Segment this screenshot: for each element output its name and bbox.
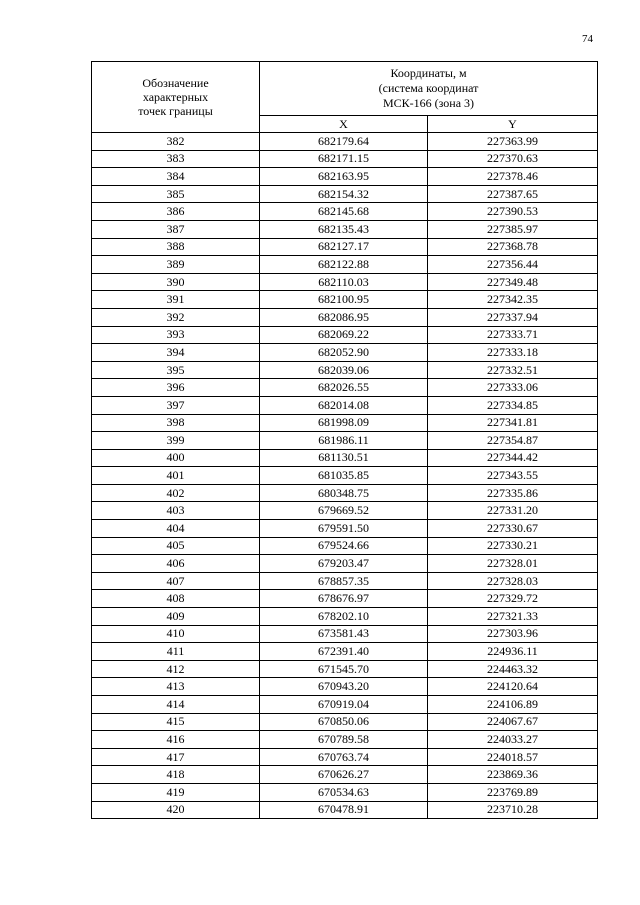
table-row (92, 168, 598, 186)
table-row (92, 731, 598, 749)
point-number-cell: 406 (92, 555, 260, 573)
point-number-cell: 413 (92, 678, 260, 696)
y-coordinate-cell: 227363.99 (428, 133, 598, 151)
table-row (92, 520, 598, 538)
x-coordinate-cell: 682026.55 (260, 379, 428, 397)
point-number-cell: 415 (92, 713, 260, 731)
y-coordinate-cell: 227337.94 (428, 308, 598, 326)
x-coordinate-cell: 682069.22 (260, 326, 428, 344)
point-number-cell: 387 (92, 220, 260, 238)
point-number-cell: 382 (92, 133, 260, 151)
table-row (92, 783, 598, 801)
x-coordinate-cell: 670478.91 (260, 801, 428, 819)
point-number-cell: 390 (92, 273, 260, 291)
table-row (92, 660, 598, 678)
point-number-cell: 407 (92, 572, 260, 590)
x-coordinate-cell: 682014.08 (260, 396, 428, 414)
y-coordinate-cell: 227330.67 (428, 520, 598, 538)
x-coordinate-cell: 682135.43 (260, 220, 428, 238)
y-coordinate-cell: 227356.44 (428, 256, 598, 274)
point-number-cell: 383 (92, 150, 260, 168)
table-row (92, 502, 598, 520)
point-number-cell: 397 (92, 396, 260, 414)
table-row (92, 432, 598, 450)
table-row (92, 484, 598, 502)
y-coordinate-cell: 224018.57 (428, 748, 598, 766)
y-coordinate-cell: 227343.55 (428, 467, 598, 485)
point-number-cell: 418 (92, 766, 260, 784)
y-coordinate-cell: 224067.67 (428, 713, 598, 731)
table-header (92, 62, 598, 133)
y-coordinate-cell: 224463.32 (428, 660, 598, 678)
table-row (92, 449, 598, 467)
point-number-cell: 412 (92, 660, 260, 678)
table-row (92, 185, 598, 203)
y-coordinate-cell: 223769.89 (428, 783, 598, 801)
y-coordinate-cell: 227328.01 (428, 555, 598, 573)
y-coordinate-cell: 227334.85 (428, 396, 598, 414)
y-coordinate-cell: 227331.20 (428, 502, 598, 520)
table-row (92, 308, 598, 326)
table-row (92, 713, 598, 731)
x-coordinate-cell: 682122.88 (260, 256, 428, 274)
point-number-cell: 389 (92, 256, 260, 274)
y-coordinate-cell: 227321.33 (428, 608, 598, 626)
y-coordinate-cell: 227332.51 (428, 361, 598, 379)
y-coordinate-cell: 227333.18 (428, 344, 598, 362)
y-coordinate-cell: 227328.03 (428, 572, 598, 590)
table-row (92, 766, 598, 784)
y-coordinate-cell: 227344.42 (428, 449, 598, 467)
point-number-cell: 391 (92, 291, 260, 309)
y-coordinate-cell: 227335.86 (428, 484, 598, 502)
x-coordinate-cell: 678857.35 (260, 572, 428, 590)
point-number-cell: 394 (92, 344, 260, 362)
table-row (92, 379, 598, 397)
y-coordinate-cell: 227370.63 (428, 150, 598, 168)
table-row (92, 555, 598, 573)
x-coordinate-cell: 680348.75 (260, 484, 428, 502)
x-coordinate-cell: 678202.10 (260, 608, 428, 626)
point-number-cell: 392 (92, 308, 260, 326)
y-coordinate-cell: 227303.96 (428, 625, 598, 643)
x-coordinate-cell: 670943.20 (260, 678, 428, 696)
table-row (92, 414, 598, 432)
table-row (92, 203, 598, 221)
point-number-cell: 403 (92, 502, 260, 520)
y-coordinate-cell: 227378.46 (428, 168, 598, 186)
table-row (92, 133, 598, 151)
x-coordinate-cell: 682086.95 (260, 308, 428, 326)
point-number-cell: 384 (92, 168, 260, 186)
x-coordinate-cell: 681998.09 (260, 414, 428, 432)
x-coordinate-cell: 673581.43 (260, 625, 428, 643)
point-number-cell: 409 (92, 608, 260, 626)
x-coordinate-cell: 670626.27 (260, 766, 428, 784)
table-row (92, 748, 598, 766)
x-coordinate-cell: 682154.32 (260, 185, 428, 203)
point-number-cell: 417 (92, 748, 260, 766)
x-coordinate-cell: 670763.74 (260, 748, 428, 766)
page-number: 74 (582, 33, 593, 45)
header-point-designation: Обозначение характерных точек границы (92, 62, 260, 133)
y-coordinate-cell: 227342.35 (428, 291, 598, 309)
point-number-cell: 398 (92, 414, 260, 432)
x-coordinate-cell: 679203.47 (260, 555, 428, 573)
x-coordinate-cell: 681035.85 (260, 467, 428, 485)
point-number-cell: 388 (92, 238, 260, 256)
y-coordinate-cell: 227329.72 (428, 590, 598, 608)
table-row (92, 643, 598, 661)
point-number-cell: 393 (92, 326, 260, 344)
table-row (92, 678, 598, 696)
x-coordinate-cell: 682145.68 (260, 203, 428, 221)
table-row (92, 801, 598, 819)
x-coordinate-cell: 682163.95 (260, 168, 428, 186)
point-number-cell: 419 (92, 783, 260, 801)
y-coordinate-cell: 224106.89 (428, 696, 598, 714)
x-coordinate-cell: 670789.58 (260, 731, 428, 749)
point-number-cell: 386 (92, 203, 260, 221)
point-number-cell: 408 (92, 590, 260, 608)
y-coordinate-cell: 223869.36 (428, 766, 598, 784)
x-coordinate-cell: 678676.97 (260, 590, 428, 608)
header-x: X (260, 116, 428, 133)
y-coordinate-cell: 227349.48 (428, 273, 598, 291)
x-coordinate-cell: 679669.52 (260, 502, 428, 520)
x-coordinate-cell: 682100.95 (260, 291, 428, 309)
x-coordinate-cell: 682127.17 (260, 238, 428, 256)
point-number-cell: 402 (92, 484, 260, 502)
y-coordinate-cell: 227385.97 (428, 220, 598, 238)
point-number-cell: 395 (92, 361, 260, 379)
y-coordinate-cell: 227333.71 (428, 326, 598, 344)
y-coordinate-cell: 224936.11 (428, 643, 598, 661)
y-coordinate-cell: 227330.21 (428, 537, 598, 555)
point-number-cell: 416 (92, 731, 260, 749)
y-coordinate-cell: 227354.87 (428, 432, 598, 450)
table-row (92, 625, 598, 643)
table-row (92, 590, 598, 608)
y-coordinate-cell: 224120.64 (428, 678, 598, 696)
point-number-cell: 400 (92, 449, 260, 467)
table-row (92, 572, 598, 590)
table-row (92, 344, 598, 362)
point-number-cell: 405 (92, 537, 260, 555)
table-row (92, 361, 598, 379)
x-coordinate-cell: 679524.66 (260, 537, 428, 555)
table-row (92, 256, 598, 274)
point-number-cell: 420 (92, 801, 260, 819)
table-row (92, 220, 598, 238)
table-row (92, 696, 598, 714)
y-coordinate-cell: 224033.27 (428, 731, 598, 749)
point-number-cell: 410 (92, 625, 260, 643)
table-row (92, 291, 598, 309)
point-number-cell: 401 (92, 467, 260, 485)
y-coordinate-cell: 223710.28 (428, 801, 598, 819)
x-coordinate-cell: 681986.11 (260, 432, 428, 450)
table-body (92, 133, 598, 819)
point-number-cell: 396 (92, 379, 260, 397)
x-coordinate-cell: 681130.51 (260, 449, 428, 467)
x-coordinate-cell: 682179.64 (260, 133, 428, 151)
table-row (92, 273, 598, 291)
x-coordinate-cell: 682052.90 (260, 344, 428, 362)
x-coordinate-cell: 682171.15 (260, 150, 428, 168)
x-coordinate-cell: 672391.40 (260, 643, 428, 661)
header-coordinates: Координаты, м (система координат МСК-166 (зона 3) (260, 62, 598, 116)
point-number-cell: 414 (92, 696, 260, 714)
point-number-cell: 385 (92, 185, 260, 203)
point-number-cell: 411 (92, 643, 260, 661)
table-row (92, 326, 598, 344)
y-coordinate-cell: 227390.53 (428, 203, 598, 221)
table-row (92, 396, 598, 414)
x-coordinate-cell: 671545.70 (260, 660, 428, 678)
table-row (92, 608, 598, 626)
x-coordinate-cell: 682110.03 (260, 273, 428, 291)
x-coordinate-cell: 670919.04 (260, 696, 428, 714)
header-y: Y (428, 116, 598, 133)
y-coordinate-cell: 227333.06 (428, 379, 598, 397)
x-coordinate-cell: 679591.50 (260, 520, 428, 538)
table-row (92, 238, 598, 256)
point-number-cell: 399 (92, 432, 260, 450)
y-coordinate-cell: 227368.78 (428, 238, 598, 256)
y-coordinate-cell: 227387.65 (428, 185, 598, 203)
x-coordinate-cell: 682039.06 (260, 361, 428, 379)
y-coordinate-cell: 227341.81 (428, 414, 598, 432)
table-row (92, 150, 598, 168)
table-row (92, 467, 598, 485)
x-coordinate-cell: 670850.06 (260, 713, 428, 731)
x-coordinate-cell: 670534.63 (260, 783, 428, 801)
table-row (92, 537, 598, 555)
point-number-cell: 404 (92, 520, 260, 538)
coordinates-table (91, 61, 598, 819)
